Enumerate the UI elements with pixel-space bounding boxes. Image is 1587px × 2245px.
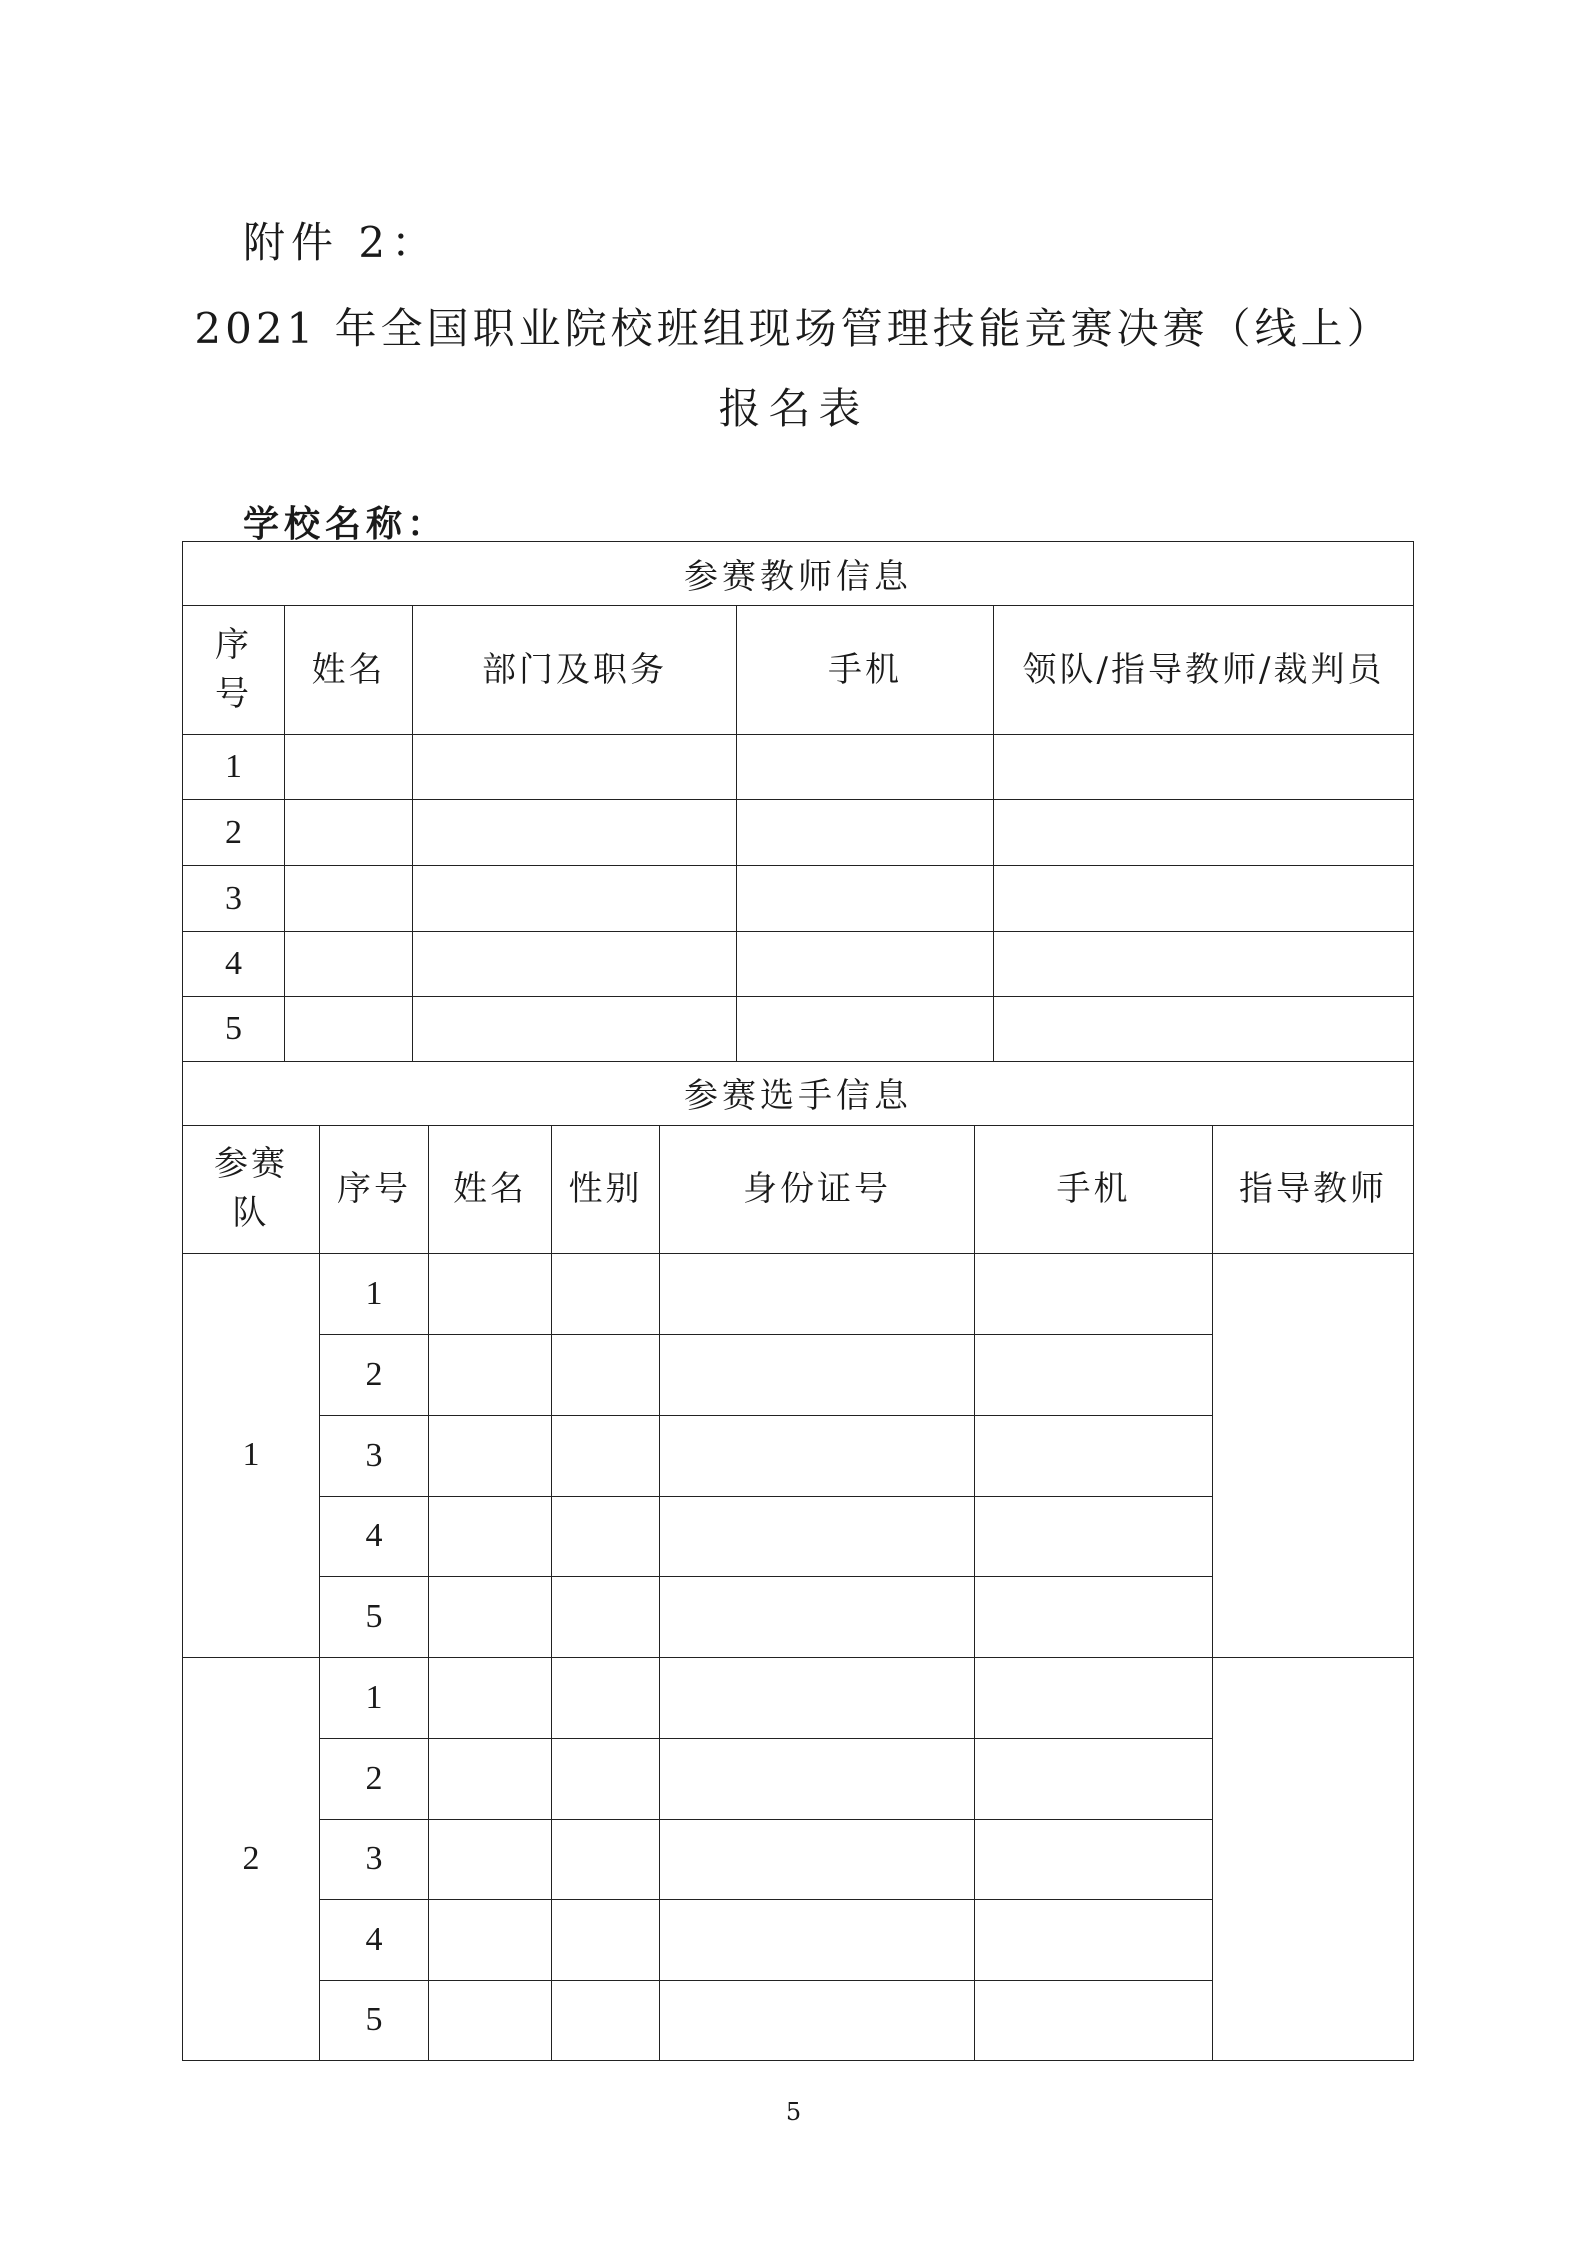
player-gender-cell[interactable] — [552, 1819, 660, 1899]
teacher-department-cell[interactable] — [413, 735, 737, 800]
player-name-cell[interactable] — [429, 1415, 552, 1496]
player-col-index: 序号 — [320, 1125, 429, 1253]
player-phone-cell[interactable] — [975, 1496, 1213, 1576]
player-gender-cell[interactable] — [552, 1334, 660, 1415]
player-phone-cell[interactable] — [975, 1657, 1213, 1738]
teacher-name-cell[interactable] — [285, 932, 413, 997]
teacher-role-cell[interactable] — [994, 997, 1414, 1062]
player-id-cell[interactable] — [660, 1334, 975, 1415]
player-name-cell[interactable] — [429, 1738, 552, 1819]
player-name-cell[interactable] — [429, 1819, 552, 1899]
teacher-col-role: 领队/指导教师/裁判员 — [994, 606, 1414, 735]
player-info-table — [182, 1060, 1414, 2061]
teacher-row-index: 2 — [183, 800, 285, 866]
teacher-department-cell[interactable] — [413, 800, 737, 866]
player-col-team: 参赛队 — [183, 1125, 320, 1253]
teacher-role-cell[interactable] — [994, 932, 1414, 997]
team-number-cell: 1 — [183, 1253, 320, 1657]
teacher-role-cell[interactable] — [994, 800, 1414, 866]
team-instructor-cell[interactable] — [1213, 1657, 1414, 2060]
player-id-cell[interactable] — [660, 1576, 975, 1657]
player-col-gender: 性别 — [552, 1125, 660, 1253]
teacher-phone-cell[interactable] — [737, 735, 994, 800]
team-number-cell: 2 — [183, 1657, 320, 2060]
player-row-index: 2 — [320, 1738, 429, 1819]
player-phone-cell[interactable] — [975, 1253, 1213, 1334]
teacher-col-phone: 手机 — [737, 606, 994, 735]
player-row-index: 5 — [320, 1576, 429, 1657]
player-id-cell[interactable] — [660, 1415, 975, 1496]
teacher-row-index: 5 — [183, 997, 285, 1062]
teacher-row-index: 3 — [183, 866, 285, 932]
attachment-label: 附件 2： — [243, 218, 440, 267]
player-id-cell[interactable] — [660, 1496, 975, 1576]
player-gender-cell[interactable] — [552, 1253, 660, 1334]
player-phone-cell[interactable] — [975, 1334, 1213, 1415]
player-gender-cell[interactable] — [552, 1415, 660, 1496]
player-phone-cell[interactable] — [975, 1819, 1213, 1899]
teacher-row-index: 1 — [183, 735, 285, 800]
player-section-title: 参赛选手信息 — [183, 1060, 1414, 1125]
teacher-name-cell[interactable] — [285, 866, 413, 932]
teacher-role-cell[interactable] — [994, 735, 1414, 800]
player-id-cell[interactable] — [660, 1819, 975, 1899]
player-id-cell[interactable] — [660, 1980, 975, 2060]
player-row-index: 4 — [320, 1496, 429, 1576]
player-gender-cell[interactable] — [552, 1576, 660, 1657]
teacher-phone-cell[interactable] — [737, 932, 994, 997]
teacher-col-index: 序号 — [183, 606, 285, 735]
teacher-section-title: 参赛教师信息 — [183, 542, 1414, 606]
player-name-cell[interactable] — [429, 1899, 552, 1980]
player-gender-cell[interactable] — [552, 1496, 660, 1576]
player-name-cell[interactable] — [429, 1980, 552, 2060]
player-name-cell[interactable] — [429, 1657, 552, 1738]
form-title: 2021 年全国职业院校班组现场管理技能竞赛决赛（线上） — [194, 304, 1393, 353]
teacher-col-department: 部门及职务 — [413, 606, 737, 735]
player-name-cell[interactable] — [429, 1334, 552, 1415]
player-phone-cell[interactable] — [975, 1980, 1213, 2060]
player-col-id-number: 身份证号 — [660, 1125, 975, 1253]
player-row-index: 2 — [320, 1334, 429, 1415]
teacher-row-index: 4 — [183, 932, 285, 997]
player-name-cell[interactable] — [429, 1576, 552, 1657]
school-name-label: 学校名称： — [243, 504, 449, 545]
player-col-phone: 手机 — [975, 1125, 1213, 1253]
player-id-cell[interactable] — [660, 1253, 975, 1334]
teacher-phone-cell[interactable] — [737, 800, 994, 866]
player-col-instructor: 指导教师 — [1213, 1125, 1414, 1253]
player-gender-cell[interactable] — [552, 1657, 660, 1738]
player-gender-cell[interactable] — [552, 1980, 660, 2060]
player-phone-cell[interactable] — [975, 1899, 1213, 1980]
team-instructor-cell[interactable] — [1213, 1253, 1414, 1657]
teacher-department-cell[interactable] — [413, 866, 737, 932]
teacher-department-cell[interactable] — [413, 997, 737, 1062]
player-col-name: 姓名 — [429, 1125, 552, 1253]
player-name-cell[interactable] — [429, 1253, 552, 1334]
player-row-index: 3 — [320, 1819, 429, 1899]
teacher-name-cell[interactable] — [285, 735, 413, 800]
player-row-index: 3 — [320, 1415, 429, 1496]
teacher-name-cell[interactable] — [285, 997, 413, 1062]
player-row-index: 1 — [320, 1657, 429, 1738]
player-row-index: 1 — [320, 1253, 429, 1334]
teacher-name-cell[interactable] — [285, 800, 413, 866]
player-id-cell[interactable] — [660, 1657, 975, 1738]
player-gender-cell[interactable] — [552, 1738, 660, 1819]
player-id-cell[interactable] — [660, 1899, 975, 1980]
player-phone-cell[interactable] — [975, 1738, 1213, 1819]
player-row-index: 5 — [320, 1980, 429, 2060]
player-phone-cell[interactable] — [975, 1576, 1213, 1657]
form-subtitle: 报名表 — [718, 384, 869, 433]
player-row-index: 4 — [320, 1899, 429, 1980]
teacher-phone-cell[interactable] — [737, 997, 994, 1062]
teacher-role-cell[interactable] — [994, 866, 1414, 932]
teacher-department-cell[interactable] — [413, 932, 737, 997]
player-id-cell[interactable] — [660, 1738, 975, 1819]
teacher-col-name: 姓名 — [285, 606, 413, 735]
player-name-cell[interactable] — [429, 1496, 552, 1576]
page-number: 5 — [785, 2098, 802, 2126]
teacher-phone-cell[interactable] — [737, 866, 994, 932]
teacher-info-table — [182, 541, 1414, 1062]
player-phone-cell[interactable] — [975, 1415, 1213, 1496]
player-gender-cell[interactable] — [552, 1899, 660, 1980]
